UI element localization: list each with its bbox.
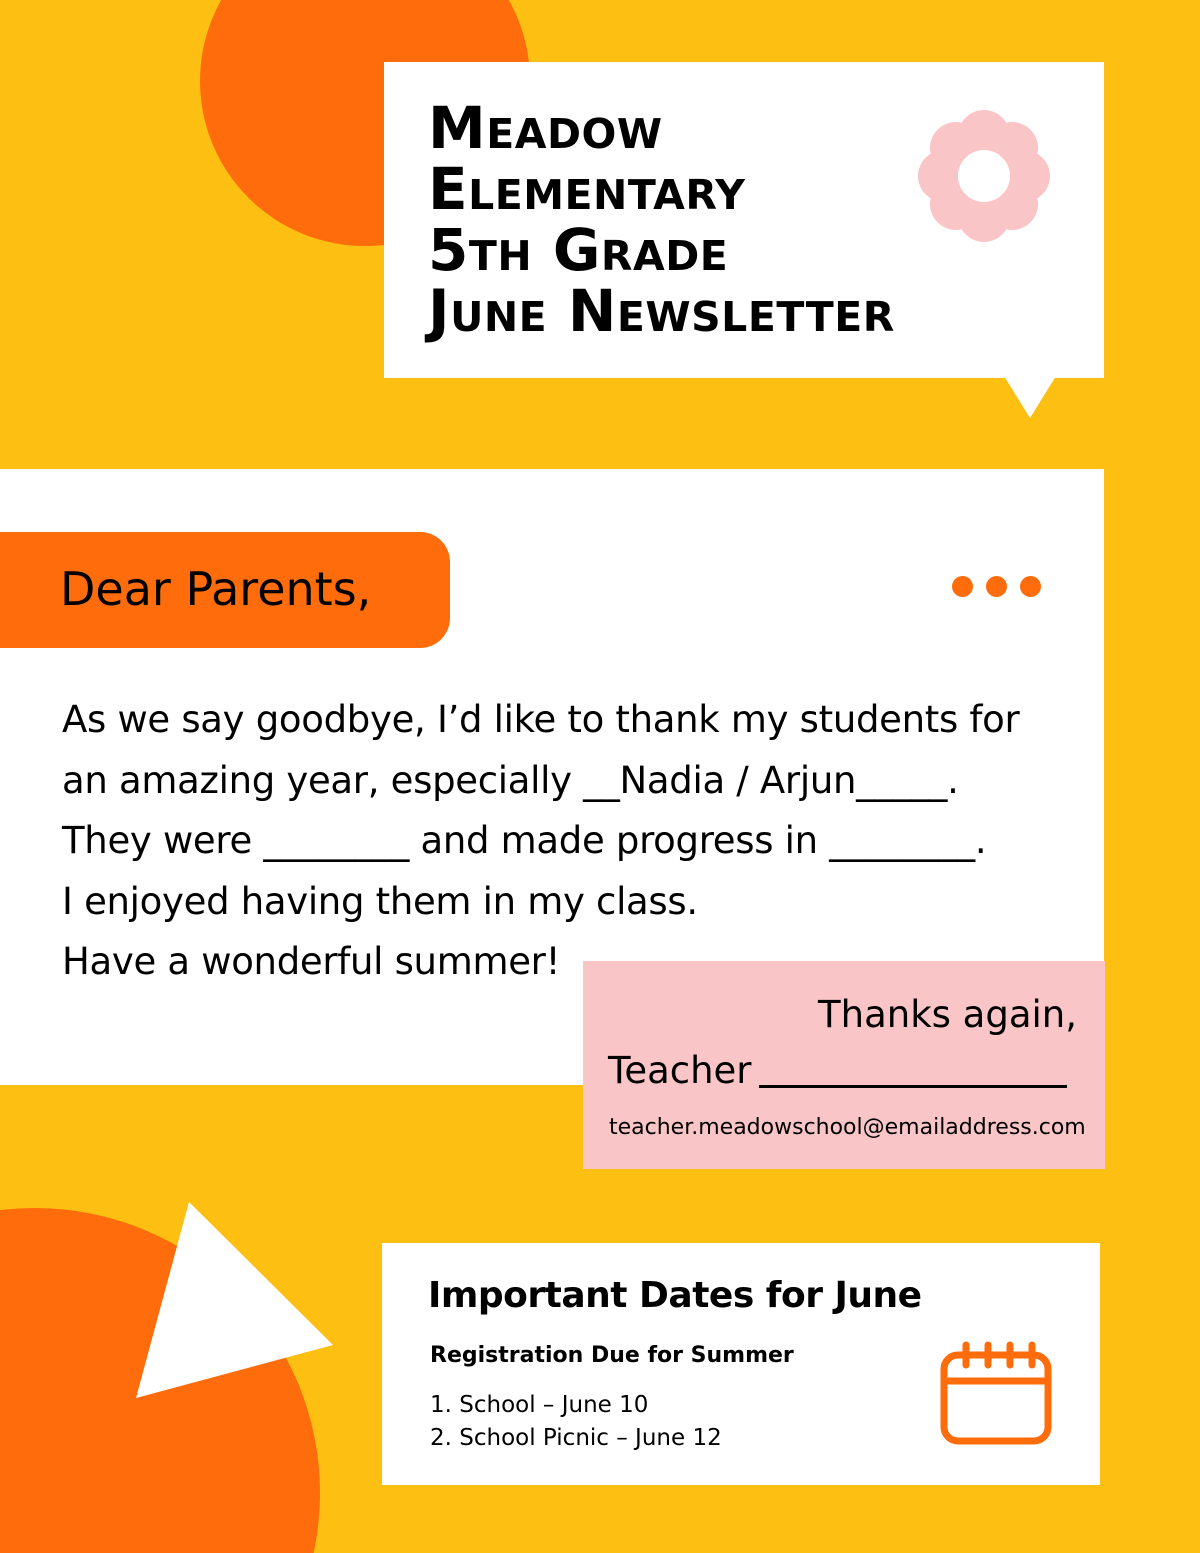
title-card: [384, 62, 1104, 378]
dates-title: Important Dates for June: [428, 1275, 922, 1316]
thanks-text: Thanks again,: [818, 993, 1077, 1036]
signature-line: [759, 1085, 1067, 1088]
signature-box: [583, 961, 1105, 1169]
ellipsis-icon: [952, 576, 1044, 598]
decorative-circle-bottom: [0, 1208, 320, 1553]
list-item: 2. School Picnic – June 12: [430, 1425, 722, 1451]
letter-line: I enjoyed having them in my class.: [62, 879, 698, 923]
letter-line: an amazing year, especially __Nadia / Arjun_____.: [62, 758, 959, 802]
dates-subtitle: Registration Due for Summer: [430, 1343, 794, 1368]
teacher-email: teacher.meadowschool@emailaddress.com: [609, 1115, 1086, 1140]
greeting-heading: Dear Parents,: [60, 562, 372, 616]
letter-line: Have a wonderful summer!: [62, 940, 561, 983]
newsletter-title: [428, 94, 895, 345]
letter-body: [62, 690, 1102, 993]
flower-icon: [914, 106, 1054, 246]
list-item: 1. School – June 10: [430, 1392, 649, 1418]
speech-pointer: [1004, 376, 1056, 418]
teacher-label: Teacher: [608, 1049, 752, 1092]
title-line: Meadow: [428, 94, 663, 162]
title-line: 5th Grade: [428, 216, 729, 284]
calendar-icon: [938, 1339, 1054, 1449]
dates-list: [430, 1389, 722, 1455]
title-line: June Newsletter: [428, 277, 895, 345]
title-line: Elementary: [428, 155, 746, 223]
greeting-tab: [0, 532, 450, 648]
letter-line: They were ________ and made progress in ________.: [62, 819, 987, 862]
letter-line: As we say goodbye, I’d like to thank my students for: [62, 698, 1020, 741]
important-dates-card: [382, 1243, 1100, 1485]
